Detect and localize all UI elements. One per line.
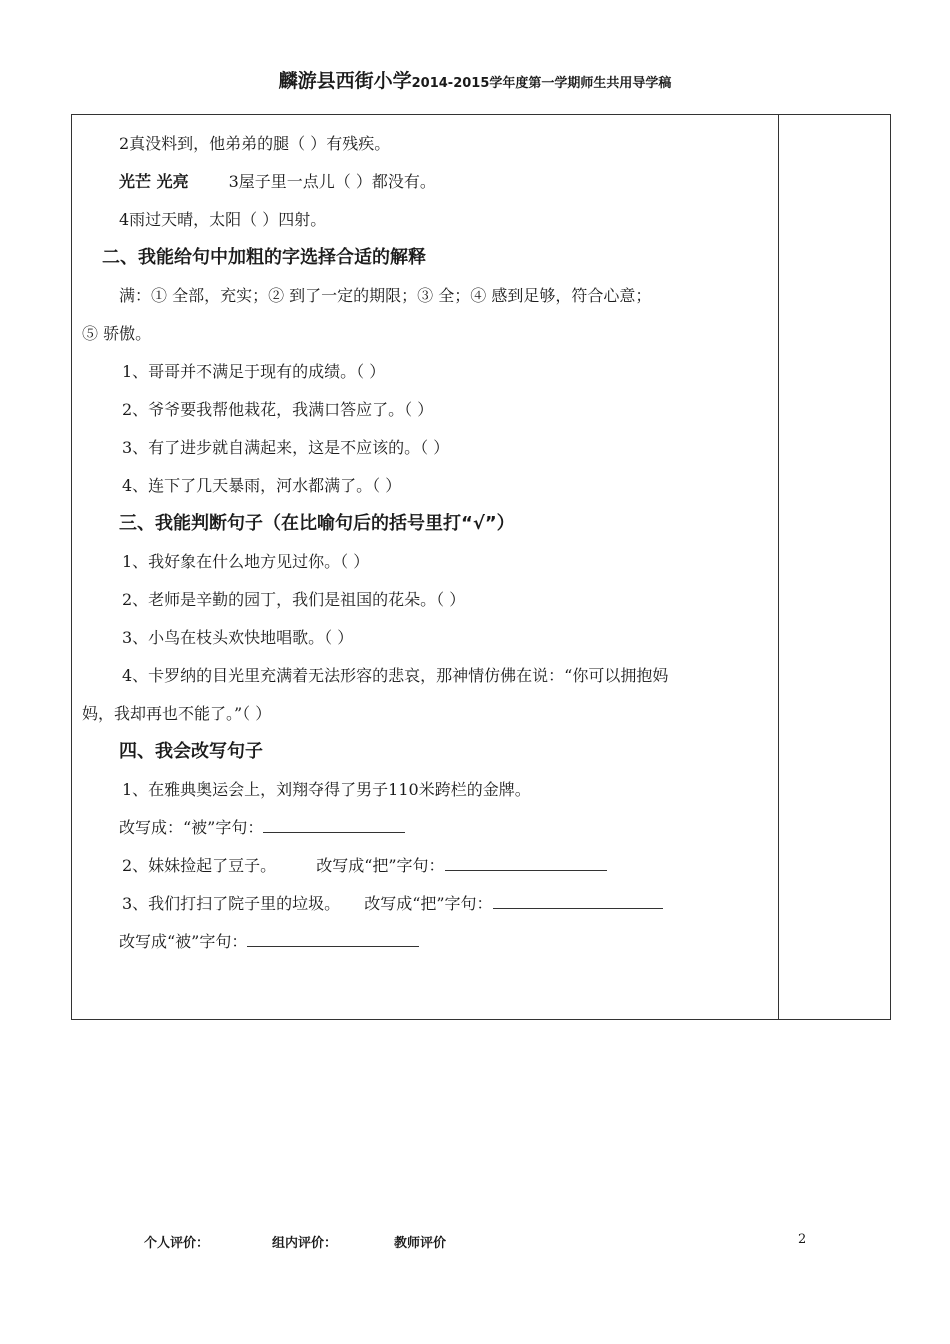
worksheet-content	[82, 125, 772, 961]
item3-prompt: 改写成“把”字句：	[364, 894, 493, 913]
self-evaluation-label: 个人评价：	[144, 1236, 210, 1251]
part1-line3: 3屋子里一点儿（ ）都没有。	[228, 172, 436, 191]
group-evaluation-label: 组内评价：	[272, 1236, 338, 1251]
part1-line4: 4雨过天晴，太阳（ ）四射。	[119, 210, 327, 229]
section3-item4-line1: 4、卡罗纳的目光里充满着无法形容的悲哀，那神情仿佛在说：“你可以拥抱妈	[122, 666, 669, 685]
answer-blank[interactable]	[445, 854, 607, 871]
meanings-line2: ⑤ 骄傲。	[82, 324, 152, 343]
page-header	[0, 66, 950, 93]
section4-item1: 1、在雅典奥运会上，刘翔夺得了男子110米跨栏的金牌。	[122, 780, 531, 799]
page-footer	[0, 1232, 950, 1256]
column-divider	[778, 115, 779, 1019]
word-choices: 光芒 光亮	[119, 172, 189, 191]
section2-item: 1、哥哥并不满足于现有的成绩。（ ）	[122, 362, 386, 381]
section3-heading: 三、我能判断句子（在比喻句后的括号里打“√”）	[119, 513, 515, 534]
meanings-line1: 满：① 全部，充实；② 到了一定的期限；③ 全；④ 感到足够，符合心意；	[119, 286, 652, 305]
teacher-evaluation-label: 教师评价	[394, 1236, 447, 1251]
part1-line2: 2真没料到，他弟弟的腿（ ）有残疾。	[119, 134, 391, 153]
answer-blank[interactable]	[263, 816, 405, 833]
section4-item3-row	[82, 885, 772, 923]
section3-item4-line2: 妈，我却再也不能了。”（ ）	[82, 704, 272, 723]
section3-item: 2、老师是辛勤的园丁，我们是祖国的花朵。（ ）	[122, 590, 466, 609]
item3-text: 3、我们打扫了院子里的垃圾。	[122, 894, 341, 913]
answer-blank[interactable]	[247, 930, 419, 947]
term-title: 2014-2015学年度第一学期师生共用导学稿	[411, 76, 672, 91]
part1-line3-row	[82, 163, 772, 201]
section2-item: 2、爷爷要我帮他栽花，我满口答应了。（ ）	[122, 400, 434, 419]
answer-blank[interactable]	[493, 892, 663, 909]
worksheet-table	[71, 114, 891, 1020]
section2-heading: 二、我能给句中加粗的字选择合适的解释	[102, 247, 426, 268]
item3-prompt2: 改写成“被”字句：	[119, 932, 248, 951]
school-name: 麟游县西街小学	[278, 70, 412, 92]
section4-item3-answer2-row	[82, 923, 772, 961]
section3-item: 1、我好象在什么地方见过你。（ ）	[122, 552, 370, 571]
page-number: 2	[798, 1232, 807, 1247]
item2-text: 2、妹妹捡起了豆子。	[122, 856, 277, 875]
item2-prompt: 改写成“把”字句：	[316, 856, 445, 875]
section2-item: 4、连下了几天暴雨，河水都满了。（ ）	[122, 476, 402, 495]
section4-item2-row	[82, 847, 772, 885]
section4-heading: 四、我会改写句子	[119, 741, 263, 762]
section4-item1-answer-row	[82, 809, 772, 847]
section3-item: 3、小鸟在枝头欢快地唱歌。（ ）	[122, 628, 354, 647]
item1-prompt: 改写成：“被”字句：	[119, 818, 264, 837]
section2-item: 3、有了进步就自满起来，这是不应该的。（ ）	[122, 438, 450, 457]
